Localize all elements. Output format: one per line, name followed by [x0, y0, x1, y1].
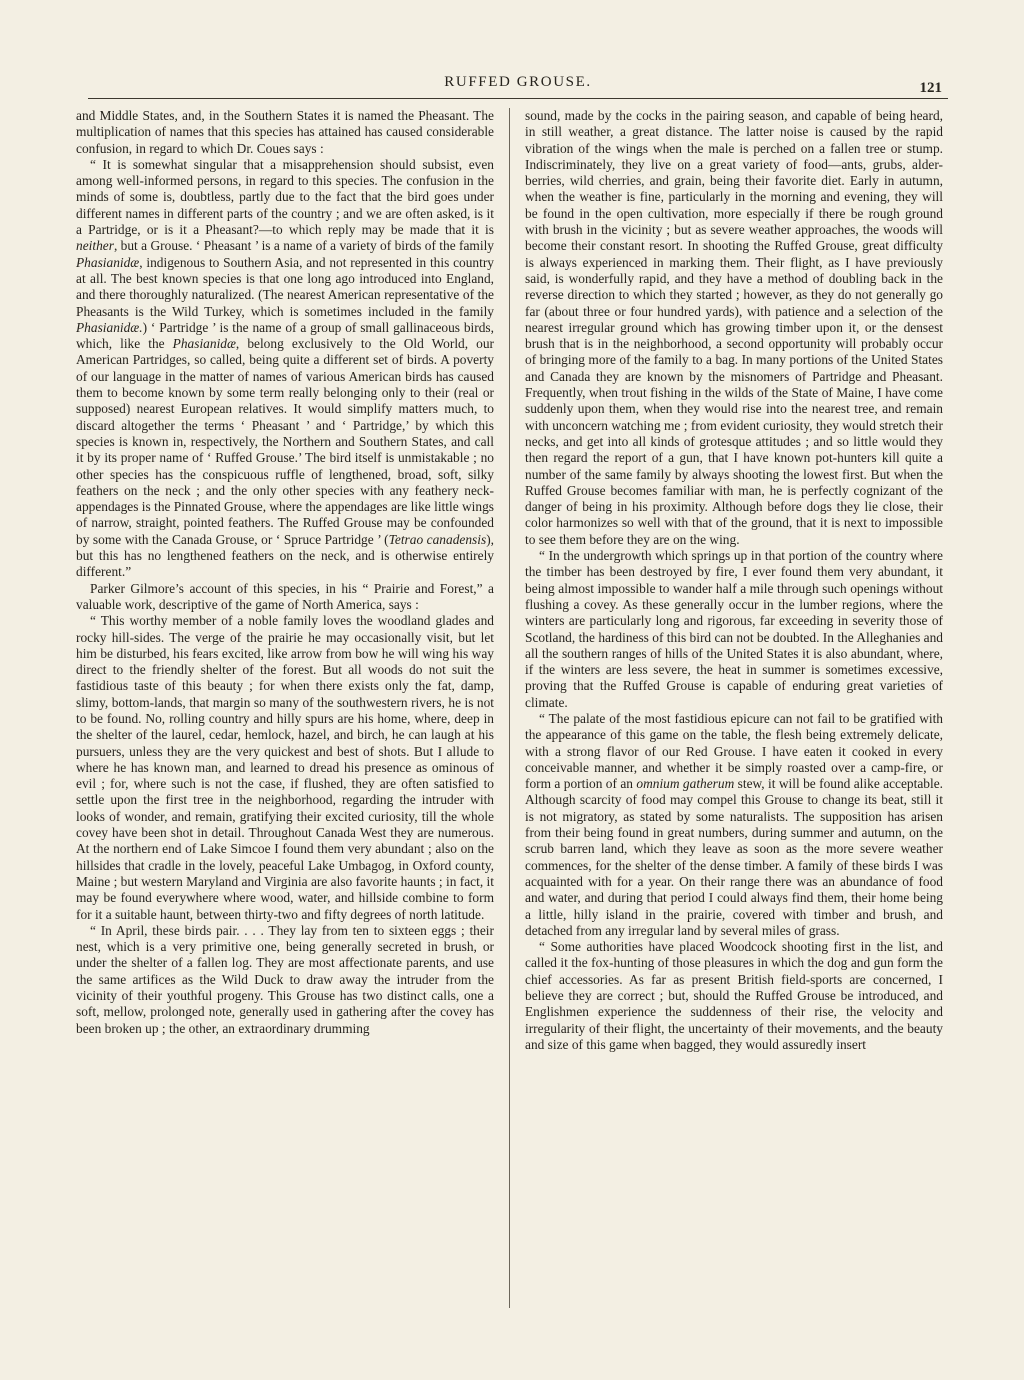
paragraph	[525, 548, 943, 711]
paragraph	[76, 613, 494, 923]
text-run: , but a Grouse. ‘ Pheasant ’ is a name of a variety of birds of the family	[113, 238, 494, 254]
running-title: RUFFED GROUSE.	[444, 74, 592, 90]
text-run: Parker Gilmore’s account of this species, in his “ Prairie and Forest,” a valuable work, descriptive of the game of North America, says :	[76, 580, 494, 612]
italic-text: Tetrao canadensis	[388, 531, 487, 547]
text-run: , belong exclusively to the Old World, our American Partridges, so called, being quite a different set of birds. A poverty of our language in the matter of names of various American birds has caused them to become known by some term really belonging only to their (real or supposed) nearest European relatives. It would simplify matters much, to discard altogether the terms ‘ Pheasant ’ and ‘ Partridge,’ by which this species is known in, respectively, the Northern and Southern States, and call it by its proper name of ‘ Ruffed Grouse.’ The bird itself is unmistakable ; no other species has the conspicuous ruffle of lengthened, broad, soft, silky feathers on the neck ; and the only other species with any feathery neck-appendages is the Pinnated Grouse, where the appendages are like little wings of narrow, straight, pointed feathers. The Ruffed Grouse may be confounded by some with the Canada Grouse, or ‘ Spruce Partridge ’ (	[76, 336, 494, 547]
paragraph	[525, 711, 943, 939]
text-run: “ Some authorities have placed Woodcock shooting first in the list, and called it the fox-hunting of those pleasures in which the dog and gun form the chief accessories. As far as present British field-sports are concerned, I believe they are correct ; but, should the Ruffed Grouse be introduced, and Englishmen experience the suddenness of their rise, the velocity and irregularity of their flight, the uncertainty of their movements, and the beauty and size of this game when bagged, they would assuredly insert	[525, 939, 943, 1052]
running-head	[88, 74, 948, 100]
column-divider	[509, 108, 510, 1308]
italic-text: Phasianidæ.	[76, 319, 143, 335]
text-run: sound, made by the cocks in the pairing season, and capable of being heard, in still weather, a great distance. The latter noise is caused by the rapid vibration of the wings when the male is perched on a fallen tree or stump. Indiscriminately, they live on a great variety of food—ants, grubs, alder-berries, wild cherries, and grain, being their favorite diet. Early in autumn, when the weather is fine, particularly in the morning and evening, they will be found in the open cultivation, more especially if there be rough ground with brush in the vicinity ; but as severe weather approaches, the woods will become their constant resort. In shooting the Ruffed Grouse, great difficulty is always experienced in marking them. Their flight, as I have previously said, is wonderfully rapid, and they have a method of doubling back in the reverse direction to which they started ; however, as they do not generally go far (about three or four hundred yards), with patience and a selection of the nearest irregular ground which has growing timber upon it, or the densest brush that is in the neighborhood, a second opportunity will probably occur of bringing more of the family to a bag. In many portions of the United States and Canada they are known by the misnomers of Partridge and Pheasant. Frequently, when trout fishing in the wilds of the State of Maine, I have come suddenly upon them, when they would rise into the nearest tree, and remain with unconcern watching me ; from evident curiosity, they would stretch their necks, and get into all kinds of grotesque attitudes ; and so little would they then regard the report of a gun, that I have known pot-hunters kill quite a number of the same family by always shooting the lowest first. But when the Ruffed Grouse becomes familiar with man, he is perfectly cognizant of the danger of being in his proximity. Although before dogs they lie close, their color harmonizes so well with that of the ground, that it is next to impossible to see them before they are on the wing.	[525, 108, 943, 547]
paragraph	[76, 581, 494, 614]
text-run: “ The palate of the most fastidious epicure can not fail to be gratified with the appearance of this game on the table, the flesh being extremely delicate, with a strong flavor of our Red Grouse. I have eaten it cooked in every conceivable manner, and whether it be simply roasted over a camp-fire, or form a portion of an	[525, 710, 943, 792]
page-number: 121	[919, 80, 942, 96]
italic-text: Phasianidæ	[76, 254, 140, 270]
paragraph	[76, 108, 494, 157]
text-run: “ In April, these birds pair. . . . They lay from ten to sixteen eggs ; their nest, which is a very primitive one, being generally secreted in brush, or under the shelter of a fallen log. They are most affectionate parents, and use the same artifices as the Wild Duck to draw away the intruder from the vicinity of their youthful progeny. This Grouse has two distinct calls, one a soft, mellow, prolonged note, generally used in gathering after the covey has been broken up ; the other, an extraordinary drumming	[76, 922, 494, 1036]
paragraph	[525, 108, 943, 548]
italic-text: neither	[76, 238, 114, 254]
text-run: “ In the undergrowth which springs up in that portion of the country where the timber has been destroyed by fire, I ever found them very abundant, it being almost impossible to wander half a mile through such openings without flushing a covey. As these generally occur in the lumber regions, where the winters are particularly long and rigorous, far exceeding in severity those of Scotland, the hardiness of this bird can not be doubted. In the Alleghanies and all the southern ranges of hills of the United States it is also abundant, where, if the winters are less severe, the heat in summer is sometimes excessive, proving that the Ruffed Grouse is capable of enduring great varieties of climate.	[525, 548, 943, 710]
left-text-column	[76, 108, 494, 1037]
text-run: , indigenous to Southern Asia, and not represented in this country at all. The best known species is that one long ago introduced into England, and there thoroughly naturalized. (The nearest American representative of the Pheasants is the Wild Turkey, which is sometimes included in the family	[76, 254, 494, 319]
text-run: “ This worthy member of a noble family loves the woodland glades and rocky hill-sides. The verge of the prairie he may occasionally visit, but let him be disturbed, his fears excited, like arrow from bow he will wing his way direct to the friendly shelter of the forest. But all woods do not suit the fastidious taste of this beauty ; for when there exists only the fat, damp, slimy, bottom-lands, that margin so many of the southwestern rivers, he is not to be found. No, rolling country and hilly spurs are his home, where, deep in the shelter of the laurel, cedar, hemlock, hazel, and birch, he can laugh at his pursuers, unless they are the very quickest and best of shots. But I allude to where he has known man, and learned to dread his presence as ominous of evil ; for, where such is not the case, if flushed, they are often satisfied to settle upon the first tree in the neighborhood, regarding the intruder with looks of wonder, and remain, gratifying their excited curiosity, till the whole covey have been shot in detail. Throughout Canada West they are numerous. At the northern end of Lake Simcoe I found them very abundant ; also on the hillsides that cradle in the lovely, peaceful Lake Umbagog, in Oxford county, Maine ; but western Maryland and Virginia are also favorite haunts ; in fact, it may be found everywhere where wood, water, and hillside combine to form for it a suitable haunt, between thirty-two and fifty degrees of north latitude.	[76, 613, 494, 922]
text-run: “ It is somewhat singular that a misapprehension should subsist, even among well-informed persons, in regard to this species. The confusion in the minds of some is, doubtless, partly due to the fact that the bird goes under different names in different parts of the country ; and we are often asked, is it a Partridge, or is it a Pheasant?—to which reply may be made that it is	[76, 156, 494, 238]
right-text-column	[525, 108, 943, 1053]
paragraph	[76, 923, 494, 1037]
header-rule	[88, 98, 948, 99]
text-run: stew, it will be found alike acceptable. Although scarcity of food may compel this Grouse to change its beat, still it is not migratory, as stated by some naturalists. The supposition has arisen from their being found in great numbers, during summer and autumn, on the scrub barren land, which they leave as soon as the more severe weather commences, for the shelter of the dense timber. A family of these birds I was acquainted with for a year. On their range there was an abundance of food and water, and during that period I could always find them, their home being a little, hilly island in the prairie, covered with timber and brush, and detached from any irregular land by several miles of grass.	[525, 776, 943, 938]
paragraph	[76, 157, 494, 581]
text-run: ) ‘ Partridge ’ is the name of a group of small gallinaceous birds, which, like the	[76, 319, 494, 352]
text-run: and Middle States, and, in the Southern States it is named the Pheasant. The multiplication of names that this species has attained has caused considerable confusion, in regard to which Dr. Coues says :	[76, 108, 494, 156]
italic-text: Phasianidæ	[172, 336, 236, 352]
paragraph	[525, 939, 943, 1053]
italic-text: omnium gatherum	[636, 776, 735, 792]
text-run: ), but this has no lengthened feathers on the neck, and is otherwise entirely different.”	[76, 531, 494, 580]
